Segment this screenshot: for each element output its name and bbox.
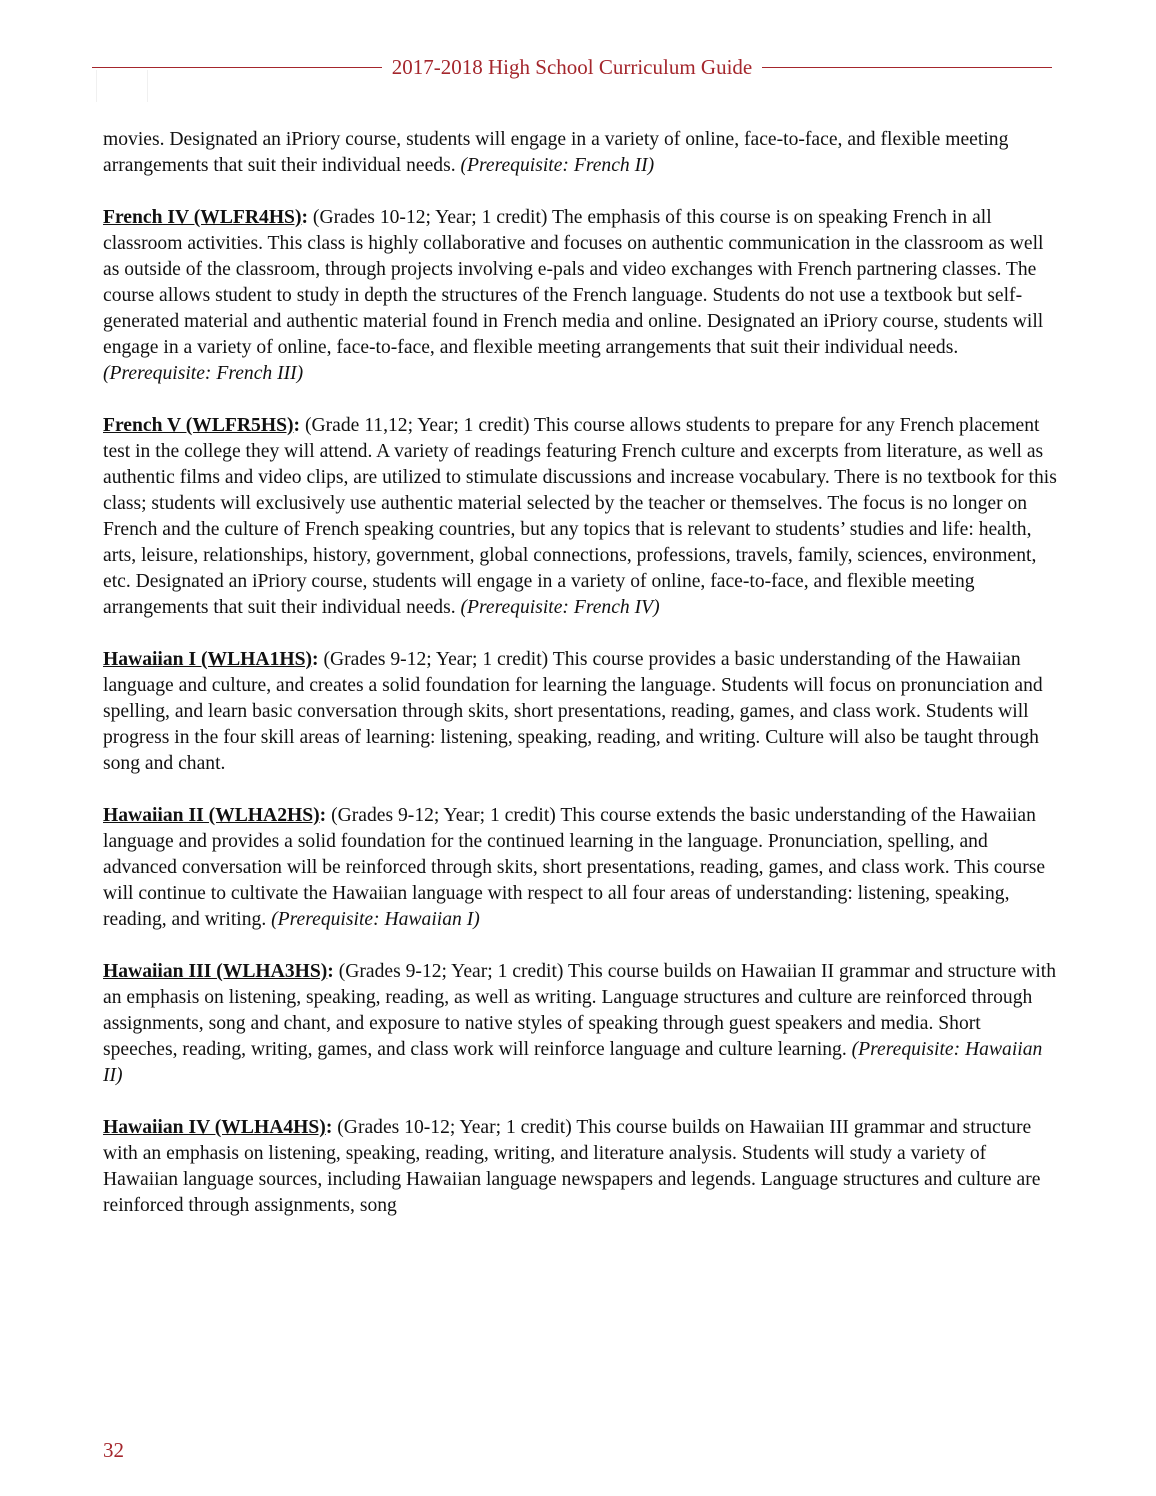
course-prereq: (Prerequisite: Hawaiian II) (103, 1039, 1043, 1086)
course-french-v: French V (WLFR5HS): (Grade 11,12; Year; 1 credit) This course allows students to prepare for any French placement test in the college they will attend. A variety of readings featuring French culture and excerpts from literature, as well as authentic films and video clips, are utilized to stimulate discussions and increase vocabulary. There is no textbook for this class; students will exclusively use authentic material selected by the teacher or themselves. The focus is no longer on French and the culture of French speaking countries, but any topics that is relevant to students’ studies and life: health, arts, leisure, relationships, history, government, global connections, professions, travels, family, sciences, environment, etc. Designated an iPriory course, students will engage in a variety of online, face-to-face, and flexible meeting arrangements that suit their individual needs. (Prerequisite: French IV) (103, 415, 1057, 618)
corner-mark (96, 70, 148, 102)
course-title: French V (WLFR5HS) (103, 415, 294, 436)
course-title: Hawaiian III (WLHA3HS) (103, 961, 328, 982)
course-hawaiian-iii: Hawaiian III (WLHA3HS): (Grades 9-12; Year; 1 credit) This course builds on Hawaiian II grammar and structure with an emphasis on listening, speaking, reading, as well as writing. Language structures and culture are reinforced through assignments, song and chant, and exposure to native styles of speaking through guest speakers and media. Short speeches, reading, writing, games, and class work will reinforce language and culture learning. (Prerequisite: Hawaiian II) (103, 961, 1057, 1086)
course-prereq: (Prerequisite: French III) (103, 363, 304, 384)
course-hawaiian-iv: Hawaiian IV (WLHA4HS): (Grades 10-12; Year; 1 credit) This course builds on Hawaiian III grammar and structure with an emphasis on listening, speaking, reading, writing, and literature analysis. Students will study a variety of Hawaiian language sources, including Hawaiian language newspapers and legends. Language structures and culture are reinforced through assignments, song (103, 1117, 1041, 1216)
course-description: (Grades 10-12; Year; 1 credit) This course builds on Hawaiian III grammar and structure with an emphasis on listening, speaking, reading, writing, and literature analysis. Students will study a variety of Hawaiian language sources, including Hawaiian language newspapers and legends. Language structures and culture are reinforced through assignments, song (103, 1117, 1041, 1216)
header-rule-right (762, 67, 1052, 68)
intro-text: movies. Designated an iPriory course, students will engage in a variety of online, face-to-face, and flexible meeting arrangements that suit their individual needs. (103, 129, 1009, 176)
course-prereq: (Prerequisite: French IV) (460, 597, 660, 618)
course-french-iv: French IV (WLFR4HS): (Grades 10-12; Year; 1 credit) The emphasis of this course is on speaking French in all classroom activities. This class is highly collaborative and focuses on authentic communication in the classroom as well as outside of the classroom, through projects involving e-pals and video exchanges with French partnering classes. The course allows student to study in depth the structures of the French language. Students do not use a textbook but self-generated material and authentic material found in French media and online. Designated an iPriory course, students will engage in a variety of online, face-to-face, and flexible meeting arrangements that suit their individual needs. (Prerequisite: French III) (103, 207, 1044, 384)
header-title: 2017-2018 High School Curriculum Guide (391, 54, 753, 79)
intro-paragraph (103, 127, 1058, 179)
course-description: (Grades 9-12; Year; 1 credit) This course extends the basic understanding of the Hawaiian language and provides a solid foundation for the continued learning in the language. Pronunciation, spelling, and advanced conversation will be reinforced through skits, short presentations, reading, games, and class work. This course will continue to cultivate the Hawaiian language with respect to all four areas of understanding: listening, speaking, reading, and writing. (103, 805, 1046, 930)
course-hawaiian-ii: Hawaiian II (WLHA2HS): (Grades 9-12; Year; 1 credit) This course extends the basic understanding of the Hawaiian language and provides a solid foundation for the continued learning in the language. Pronunciation, spelling, and advanced conversation will be reinforced through skits, short presentations, reading, games, and class work. This course will continue to cultivate the Hawaiian language with respect to all four areas of understanding: listening, speaking, reading, and writing. (Prerequisite: Hawaiian I) (103, 805, 1046, 930)
page-header (92, 52, 1052, 82)
course-hawaiian-i: Hawaiian I (WLHA1HS): (Grades 9-12; Year; 1 credit) This course provides a basic understanding of the Hawaiian language and culture, and creates a solid foundation for learning the language. Students will focus on pronunciation and spelling, and learn basic conversation through skits, short presentations, reading, games, and class work. Students will progress in the four skill areas of learning: listening, speaking, reading, and writing. Culture will also be taught through song and chant. (103, 649, 1043, 774)
course-description: (Grades 10-12; Year; 1 credit) The emphasis of this course is on speaking French in all classroom activities. This class is highly collaborative and focuses on authentic communication in the classroom as well as outside of the classroom, through projects involving e-pals and video exchanges with French partnering classes. The course allows student to study in depth the structures of the French language. Students do not use a textbook but self-generated material and authentic material found in French media and online. Designated an iPriory course, students will engage in a variety of online, face-to-face, and flexible meeting arrangements that suit their individual needs. (103, 207, 1044, 358)
header-rule-left (92, 67, 382, 68)
page-content (103, 127, 1058, 1245)
page-number: 32 (103, 1438, 124, 1462)
course-description: (Grades 9-12; Year; 1 credit) This course builds on Hawaiian II grammar and structure with an emphasis on listening, speaking, reading, as well as writing. Language structures and culture are reinforced through assignments, song and chant, and exposure to native styles of speaking through guest speakers and media. Short speeches, reading, writing, games, and class work will reinforce language and culture learning. (103, 961, 1057, 1060)
course-description: (Grade 11,12; Year; 1 credit) This course allows students to prepare for any French placement test in the college they will attend. A variety of readings featuring French culture and excerpts from literature, as well as authentic films and video clips, are utilized to stimulate discussions and increase vocabulary. There is no textbook for this class; students will exclusively use authentic material selected by the teacher or themselves. The focus is no longer on French and the culture of French speaking countries, but any topics that is relevant to students’ studies and life: health, arts, leisure, relationships, history, government, global connections, professions, travels, family, sciences, environment, etc. Designated an iPriory course, students will engage in a variety of online, face-to-face, and flexible meeting arrangements that suit their individual needs. (103, 415, 1057, 618)
course-title: Hawaiian I (WLHA1HS) (103, 649, 313, 670)
course-title: French IV (WLFR4HS) (103, 207, 302, 228)
intro-prereq: (Prerequisite: French II) (460, 155, 655, 176)
course-title: Hawaiian IV (WLHA4HS) (103, 1117, 326, 1138)
course-prereq: (Prerequisite: Hawaiian I) (271, 909, 480, 930)
course-title: Hawaiian II (WLHA2HS) (103, 805, 320, 826)
course-description: (Grades 9-12; Year; 1 credit) This course provides a basic understanding of the Hawaiian language and culture, and creates a solid foundation for learning the language. Students will focus on pronunciation and spelling, and learn basic conversation through skits, short presentations, reading, games, and class work. Students will progress in the four skill areas of learning: listening, speaking, reading, and writing. Culture will also be taught through song and chant. (103, 649, 1043, 774)
